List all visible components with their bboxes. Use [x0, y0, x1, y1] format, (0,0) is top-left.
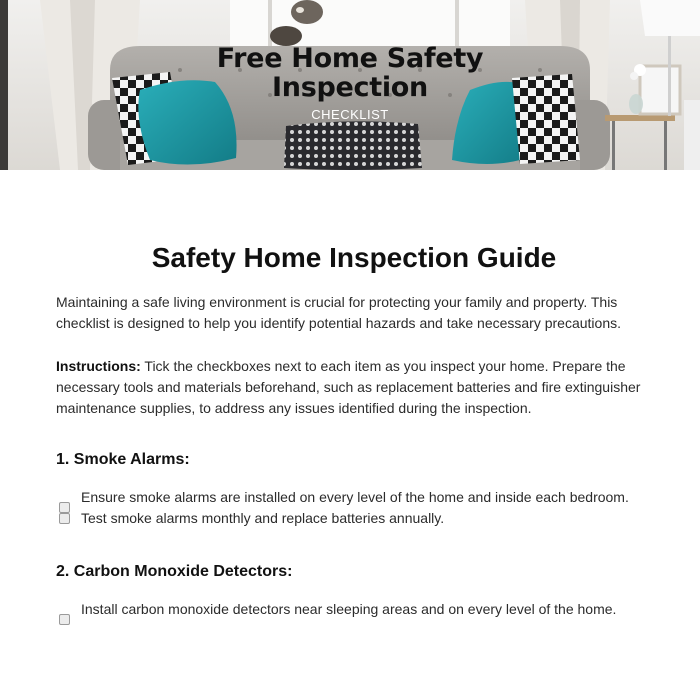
document-title: Safety Home Inspection Guide: [151, 242, 557, 273]
checklist-item-text: Install carbon monoxide detectors near sleeping areas and on every level of the home.: [81, 601, 617, 617]
section-heading-smoke-alarms: 1. Smoke Alarms:: [56, 451, 190, 468]
intro-paragraph: Maintaining a safe living environment is crucial for protecting your family and property. This checklist is designed to help you identify potential hazards and take necessary precautions.: [56, 294, 622, 331]
checklist-item: [56, 599, 652, 620]
section-heading-carbon-monoxide: 2. Carbon Monoxide Detectors:: [56, 563, 293, 580]
smoke-alarms-checklist: [56, 487, 652, 529]
hero-title: [0, 44, 700, 102]
checklist-item-text: Test smoke alarms monthly and replace batteries annually.: [81, 510, 445, 526]
hero-subtitle: CHECKLIST: [311, 107, 389, 122]
checklist-item-text: Ensure smoke alarms are installed on every level of the home and inside each bedroom.: [81, 489, 629, 505]
hero-banner: [0, 0, 700, 170]
carbon-monoxide-checklist: [56, 599, 652, 620]
document-content: [56, 240, 652, 620]
checkbox[interactable]: [59, 614, 70, 625]
checklist-item: [56, 508, 652, 529]
checkbox[interactable]: [59, 513, 70, 524]
instructions-paragraph: [56, 356, 652, 419]
instructions-label: Instructions:: [56, 358, 141, 374]
instructions-text: Tick the checkboxes next to each item as you inspect your home. Prepare the necessary tools and materials beforehand, such as replacement batteries and fire extinguisher maintenance supplies, to address any issues identified during the inspection.: [56, 358, 641, 416]
hero-title-line1: Free Home Safety: [216, 43, 484, 74]
checklist-item: [56, 487, 652, 508]
hero-title-line2: Inspection: [272, 72, 428, 103]
